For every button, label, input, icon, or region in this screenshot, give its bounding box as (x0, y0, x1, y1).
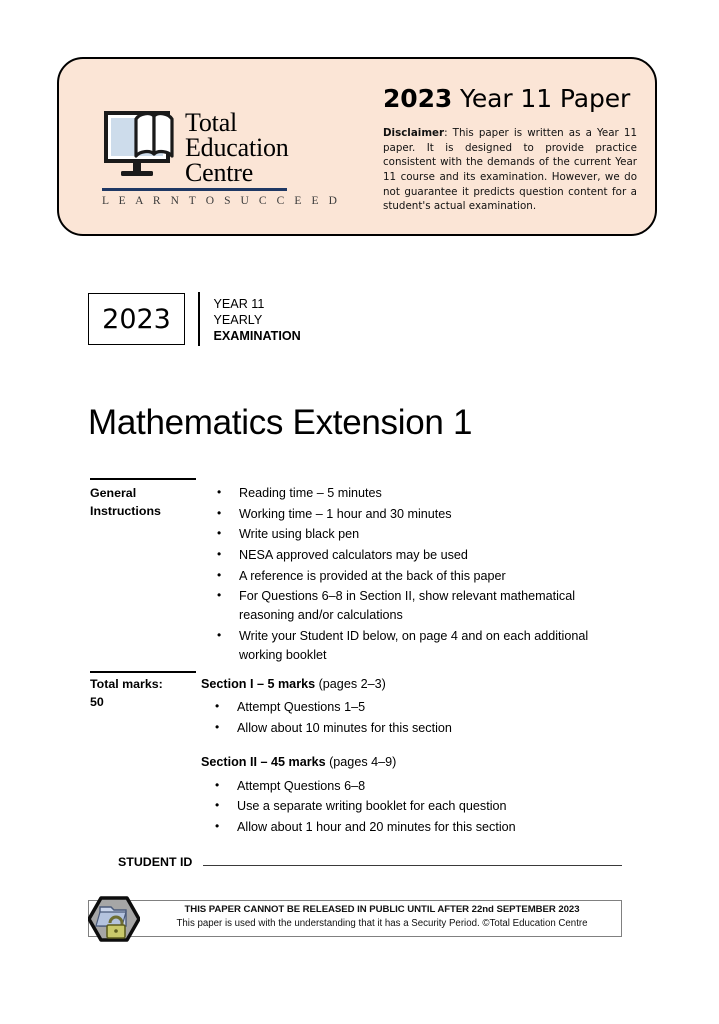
security-folder-lock-icon (88, 896, 140, 942)
total-marks-value: 50 (90, 694, 104, 709)
page-title: Mathematics Extension 1 (88, 403, 473, 442)
list-item: • Allow about 1 hour and 20 minutes for this section (201, 818, 641, 837)
header-title-rest: Year 11 Paper (452, 84, 631, 113)
exam-meta-period: YEARLY (213, 313, 263, 328)
total-marks-rule (90, 671, 196, 673)
exam-meta-type: EXAMINATION (213, 329, 301, 344)
section-two-list (201, 777, 641, 837)
general-instructions-label-line-1: General (90, 486, 137, 500)
security-notice-text (148, 903, 616, 932)
logo-divider-rule (102, 188, 287, 191)
list-item: • A reference is provided at the back of this paper (203, 567, 633, 586)
list-item: • Attempt Questions 6–8 (201, 777, 641, 796)
student-id-input[interactable] (203, 853, 622, 866)
disclaimer-label: Disclaimer (383, 127, 445, 140)
student-id-row (118, 853, 622, 869)
logo-wordmark (185, 109, 289, 186)
exam-meta-row (88, 293, 301, 345)
header-right-column (383, 86, 637, 214)
disclaimer-body: : This paper is written as a Year 11 paper. It is designed to provide practice consistent with the demands of the current Year 11 course and its examination. However, we do not guarantee it predicts question content for a student's actual examination. (383, 127, 637, 213)
security-notice-line-1: THIS PAPER CANNOT BE RELEASED IN PUBLIC UNTIL AFTER 22nd SEPTEMBER 2023 (184, 904, 580, 915)
logo-tagline: L E A R N T O S U C C E E D (102, 194, 341, 207)
disclaimer-paragraph (383, 126, 637, 214)
list-item: • Reading time – 5 minutes (203, 484, 633, 503)
section-spacer (201, 739, 641, 753)
exam-meta-lines (214, 293, 301, 345)
list-item: • NESA approved calculators may be used (203, 546, 633, 565)
list-item: • Write using black pen (203, 525, 633, 544)
section-one-heading (201, 675, 641, 694)
general-instructions-label-line-2: Instructions (90, 503, 161, 518)
header-title-year: 2023 (383, 84, 453, 113)
general-instructions-label (90, 485, 161, 521)
header-banner (57, 57, 657, 236)
section-two-heading-bold: Section II – 45 marks (201, 755, 326, 770)
section-two-heading-pages: (pages 4–9) (325, 755, 397, 770)
monitor-open-book-icon (102, 110, 180, 182)
logo-word-line-3: Centre (185, 157, 254, 187)
section-two (201, 753, 641, 837)
year-box: 2023 (88, 293, 185, 345)
logo-word-line-1: Total (185, 108, 238, 137)
total-marks-label (90, 676, 163, 712)
section-one-heading-pages: (pages 2–3) (315, 677, 386, 691)
exam-meta-year: YEAR 11 (213, 297, 265, 311)
list-item: • Allow about 10 minutes for this section (201, 719, 641, 738)
list-item: • Use a separate writing booklet for each question (201, 797, 641, 816)
header-title (383, 86, 637, 112)
security-notice-line-2: This paper is used with the understanding that it has a Security Period. ©Total Education Centre (176, 918, 588, 930)
logo-word-line-2: Education (185, 132, 289, 162)
organisation-logo (102, 108, 341, 207)
list-item: • Attempt Questions 1–5 (201, 698, 641, 717)
list-item: • For Questions 6–8 in Section II, show relevant mathematical reasoning and/or calculations (203, 587, 633, 625)
general-instructions-content (203, 484, 633, 667)
list-item: • Working time – 1 hour and 30 minutes (203, 505, 633, 524)
section-one-heading-bold: Section I – 5 marks (201, 677, 316, 691)
section-two-heading (201, 753, 641, 772)
total-marks-label-line-1: Total marks: (90, 677, 163, 691)
section-one (201, 675, 641, 738)
list-item: • Write your Student ID below, on page 4 and on each additional working booklet (203, 627, 633, 665)
general-instructions-rule (90, 478, 196, 480)
student-id-label: STUDENT ID (118, 855, 193, 869)
vertical-divider (198, 292, 200, 346)
sections-content (201, 675, 641, 838)
section-one-list (201, 698, 641, 738)
general-instructions-list (203, 484, 633, 665)
